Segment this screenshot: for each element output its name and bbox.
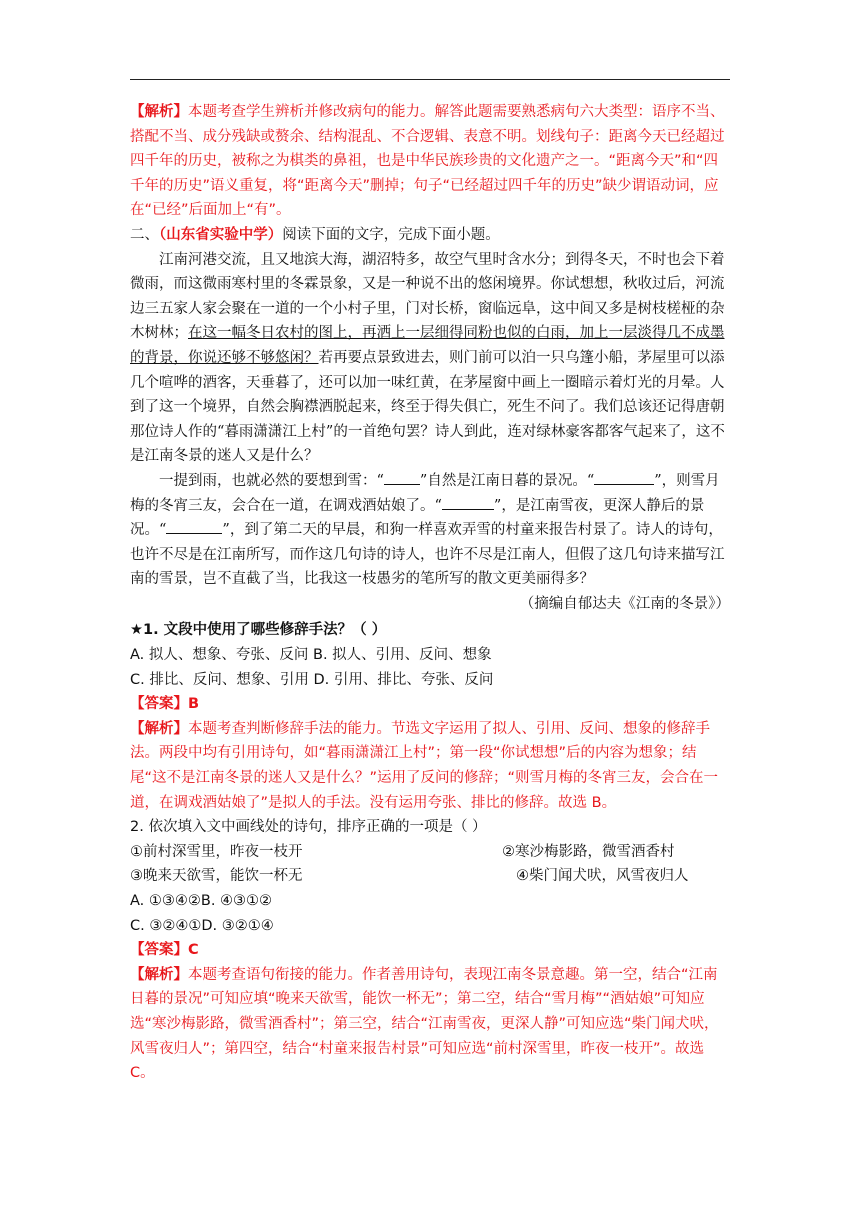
question-1-options-row-2: C. 排比、反问、想象、引用 D. 引用、排比、夸张、反问: [130, 671, 494, 688]
question-2-items-row-1: [130, 840, 730, 865]
header-rule: [130, 79, 730, 80]
analysis-tag: 【解析】: [130, 966, 188, 983]
star-icon: ★: [130, 622, 143, 639]
question-2-analysis: [130, 963, 730, 1086]
question-1-answer: [130, 692, 730, 717]
passage-paragraph-2: [130, 469, 730, 592]
answer-value: B: [188, 696, 200, 713]
analysis-q-prev: [130, 100, 730, 223]
section-instruction: 阅读下面的文字，完成下面小题。: [282, 226, 500, 243]
passage-text: 若再要点景致进去，则门前可以泊一只乌篷小船，茅屋里可以添几个喧哗的酒客，天垂暮了，还可以加一味红黄，在茅屋窗中画上一圈暗示着灯光的月晕。人到了这一个境界，自然会胸襟洒脱起来，终至于得失俱亡，死生不问了。我们总该还记得唐朝那位诗人作的“暮雨潇潇江上村”的一首绝句罢？诗人到此，连对绿林豪客都客气起来了，这不是江南冬景的迷人又是什么？: [130, 349, 725, 465]
analysis-text: 本题考查学生辨析并修改病句的能力。解答此题需要熟悉病句六大类型：语序不当、搭配不当、成分残缺或赘余、结构混乱、不合逻辑、表意不明。划线句子：距离今天已经超过四千年的历史，被称之为棋类的鼻祖，也是中华民族珍贵的文化遗产之一。“距离今天”和“四千年的历史”语义重复，将“距离今天”删掉；句子“已经超过四千年的历史”缺少谓语动词，应在“已经”后面加上“有”。: [130, 104, 725, 219]
passage-text: 一提到雨，也就必然的要想到雪：“: [159, 472, 384, 489]
question-1-stem: [130, 618, 730, 643]
poem-option-4: ④柴门闻犬吠，风雪夜归人: [516, 868, 689, 885]
poem-option-3: ③晚来天欲雪，能饮一杯无: [130, 868, 303, 885]
analysis-tag: 【解析】: [130, 720, 188, 737]
passage-text: 江南河港交流，且又地滨大海，湖沼特多，故空气里时含水分；到得冬天，不时也会下着微雨，而这微雨寒村里的冬霖景象，又是一种说不出的悠闲境界。你试想想，秋收过后，河流边三五家人家会聚在一道的一个小村子里，门对长桥，窗临远阜，这中间又多是树枝槎桠的杂木树林；: [130, 251, 725, 342]
passage-paragraph-1: [130, 248, 730, 469]
question-2-options-row-2: C. ③②④①D. ③②①④: [130, 917, 274, 934]
blank-3: [442, 495, 494, 510]
section-source: （山东省实验中学）: [159, 226, 283, 243]
poem-option-2: ②寒沙梅影路，微雪酒香村: [502, 843, 675, 860]
passage-text: ”自然是江南日暮的景况。“: [419, 472, 595, 489]
blank-1: [384, 470, 420, 485]
passage-text: ”，到了第二天的早晨，和狗一样喜欢弄雪的村童来报告村景了。诗人的诗句，也许不尽是在江南所写，而作这几句诗的诗人，也许不尽是江南人，但假了这几句诗来描写江南的雪景，岂不直截了当，比我这一枝愚劣的笔所写的散文更美丽得多？: [130, 522, 725, 588]
question-1-options-row-1: A. 拟人、想象、夸张、反问 B. 拟人、引用、反问、想象: [130, 647, 492, 664]
question-1-analysis: [130, 717, 730, 815]
poem-option-1: ①前村深雪里，昨夜一枝开: [130, 843, 303, 860]
passage-text: ”，是江南雪夜，更深人静后的景况。“: [130, 497, 705, 539]
answer-value: C: [188, 942, 199, 959]
analysis-text: 本题考查判断修辞手法的能力。节选文字运用了拟人、引用、反问、想象的修辞手法。两段中均有引用诗句，如“暮雨潇潇江上村”；第一段“你试想想”后的内容为想象；结尾“这不是江南冬景的迷人又是什么？”运用了反问的修辞；“则雪月梅的冬宵三友，会合在一道，在调戏酒姑娘了”是拟人的手法。没有运用夸张、排比的修辞。故选 B。: [130, 720, 719, 811]
analysis-tag: 【解析】: [130, 104, 188, 120]
underlined-sentence: 在这一幅冬日农村的图上，再洒上一层细得同粉也似的白雨，加上一层淡得几不成墨的背景，你说还够不够悠闲？: [130, 325, 725, 366]
question-2-answer: [130, 938, 730, 963]
answer-tag: 【答案】: [130, 696, 188, 713]
question-2-items-row-2: [130, 864, 730, 889]
attribution: （摘编自郁达夫《江南的冬景》）: [519, 595, 730, 612]
blank-4: [166, 519, 222, 534]
answer-tag: 【答案】: [130, 942, 188, 959]
analysis-text: 本题考查语句衔接的能力。作者善用诗句，表现江南冬景意趣。第一空，结合“江南日暮的景况”可知应填“晚来天欲雪，能饮一杯无”；第二空，结合“雪月梅”“酒姑娘”可知应选“寒沙梅影路，微雪酒香村”；第三空，结合“江南雪夜，更深人静”可知应选“柴门闻犬吠，风雪夜归人”；第四空，结合“村童来报告村景”可知应选“前村深雪里，昨夜一枝开”。故选 C。: [130, 966, 719, 1082]
section-number: 二、: [130, 226, 159, 243]
document-body: [130, 100, 730, 1086]
question-2-stem: 2. 依次填入文中画线处的诗句，排序正确的一项是（ ）: [130, 819, 487, 836]
blank-2: [594, 470, 654, 485]
question-text: 1. 文段中使用了哪些修辞手法？（ ）: [143, 622, 387, 639]
question-2-options-row-1: A. ①③④②B. ④③①②: [130, 893, 273, 909]
passage-text: ”，则雪月梅的冬宵三友，会合在一道，在调戏酒姑娘了。“: [130, 472, 720, 514]
section-heading: [130, 223, 730, 248]
